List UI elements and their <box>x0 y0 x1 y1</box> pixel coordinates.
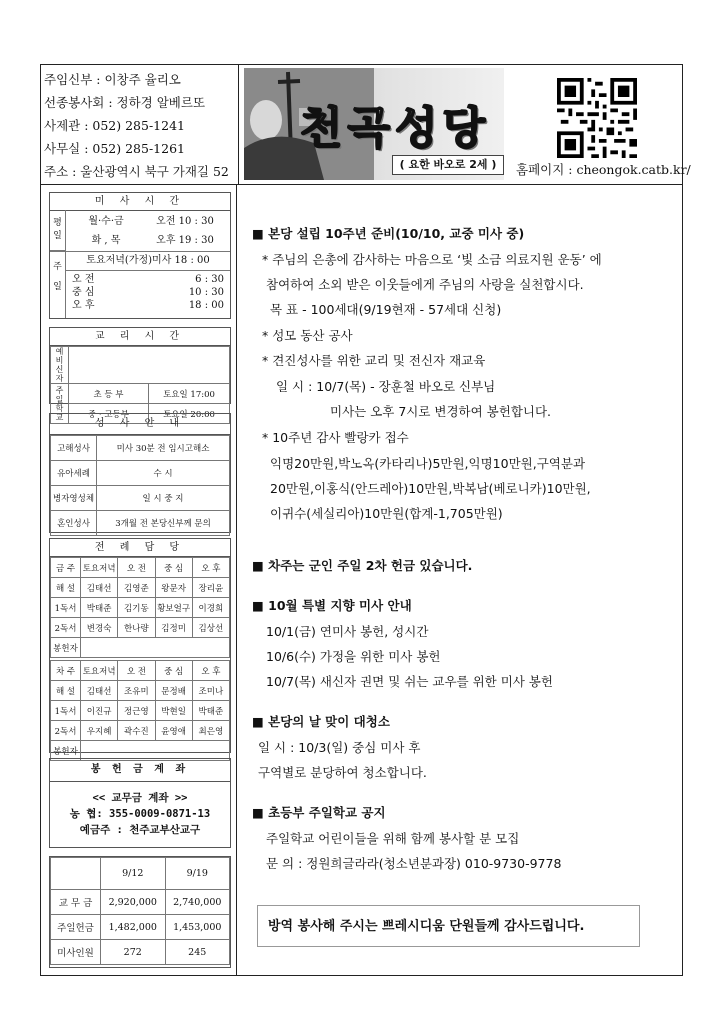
sunday-mass-list <box>72 273 228 312</box>
secondary-label: 중 · 고등부 <box>69 404 149 424</box>
liturgy-cell: 조유미 <box>118 681 155 701</box>
table-row <box>51 638 230 658</box>
offering-line-1: << 교무금 계좌 >> <box>92 792 188 804</box>
section-anniversary-title: ■ 본당 설립 10주년 준비(10/10, 교중 미사 중) <box>252 226 525 241</box>
anniversary-line-2: 참여하여 소외 받은 이웃들에게 주님의 사랑을 실천합시다. <box>266 277 584 292</box>
table-row <box>51 578 230 598</box>
stats-value: 245 <box>165 940 230 965</box>
section-military-sunday-title: ■ 차주는 군인 주일 2차 헌금 있습니다. <box>252 558 473 573</box>
special-mass-line-1: 10/1(금) 연미사 봉헌, 성시간 <box>266 624 429 639</box>
sunday-time-1: 6 : 30 <box>195 274 224 285</box>
offering-account-box <box>49 758 231 848</box>
section-special-mass-title: ■ 10월 특별 지향 미사 안내 <box>252 598 412 613</box>
weekday-row-2 <box>68 231 228 246</box>
weekday-time-1: 오전 10 : 30 <box>156 216 214 227</box>
liturgy-header-cell: 중 심 <box>155 661 192 681</box>
weekday-label: 평일 <box>50 210 66 251</box>
catechumen-label: 예 비 신 자 <box>51 347 69 384</box>
liturgy-cell-empty <box>81 638 230 658</box>
offering-line-2: 농 협: 355-0009-0871-13 <box>69 808 211 820</box>
anniversary-line-11: 이귀수(세실리아)10만원(합계-1,705만원) <box>270 506 503 521</box>
special-mass-line-2: 10/6(수) 가정을 위한 미사 봉헌 <box>266 649 441 664</box>
sacrament-label-4: 혼인성사 <box>51 511 97 536</box>
liturgy-header-cell: 중 심 <box>155 558 192 578</box>
anniversary-line-7: 미사는 오후 7시로 변경하여 봉헌합니다. <box>330 404 552 419</box>
liturgy-cell: 이경희 <box>192 598 229 618</box>
liturgy-cell: 이진규 <box>81 701 118 721</box>
mass-time-title: 미 사 시 간 <box>50 193 230 211</box>
liturgy-cell: 김상선 <box>192 618 229 638</box>
anniversary-line-5: * 견진성사를 위한 교리 및 전신자 재교육 <box>262 353 486 368</box>
thanks-note-box: 방역 봉사해 주시는 쁘레시디움 단원들께 감사드립니다. <box>257 905 640 947</box>
cleaning-line-1: 일 시 : 10/3(일) 중심 미사 후 <box>258 740 421 755</box>
special-mass-line-3: 10/7(목) 새신자 권면 및 쉬는 교우를 위한 미사 봉헌 <box>266 674 553 689</box>
offering-line-3: 예금주 : 천주교부산교구 <box>79 824 201 836</box>
liturgy-cell: 1독서 <box>51 598 81 618</box>
liturgy-cell: 최은영 <box>192 721 229 741</box>
stats-value: 2,920,000 <box>101 890 166 915</box>
liturgy-header-cell: 토요저녁 <box>81 661 118 681</box>
liturgy-cell: 1독서 <box>51 701 81 721</box>
column-divider <box>236 184 237 976</box>
anniversary-line-8: * 10주년 감사 빨랑카 접수 <box>262 430 409 445</box>
table-row <box>51 721 230 741</box>
header-divider <box>40 184 683 185</box>
stats-value: 1,482,000 <box>101 915 166 940</box>
liturgy-cell: 윤영애 <box>155 721 192 741</box>
liturgy-header-cell: 토요저녁 <box>81 558 118 578</box>
liturgy-cell: 김태선 <box>81 578 118 598</box>
sacrament-label-3: 병자영성체 <box>51 486 97 511</box>
anniversary-line-1: * 주님의 은총에 감사하는 마음으로 ‘빛 소금 의료지원 운동’ 에 <box>262 252 602 267</box>
liturgy-header-row <box>51 558 230 578</box>
homepage-link[interactable]: 홈페이지 : cheongok.catb.kr/ <box>516 162 691 177</box>
liturgy-cell: 2독서 <box>51 721 81 741</box>
sacrament-box <box>49 413 231 533</box>
anniversary-line-9: 익명20만원,박노옥(카타리나)5만원,익명10만원,구역분과 <box>270 456 586 471</box>
qr-code-icon[interactable] <box>557 78 637 158</box>
offering-title: 봉 헌 금 계 좌 <box>50 759 230 782</box>
secondary-time: 토요일 20:00 <box>149 404 230 424</box>
liturgy-cell: 박태준 <box>192 701 229 721</box>
liturgy-cell: 김태선 <box>81 681 118 701</box>
liturgy-cell: 박현일 <box>155 701 192 721</box>
stats-date-1: 9/12 <box>101 858 166 890</box>
header-info <box>44 68 234 184</box>
sunday-school-line-1: 주일학교 어린이들을 위해 함께 봉사할 분 모집 <box>266 831 520 846</box>
mass-time-box <box>49 192 231 319</box>
liturgy-cell: 정근영 <box>118 701 155 721</box>
liturgy-cell: 김기동 <box>118 598 155 618</box>
liturgy-header-cell: 차 주 <box>51 661 81 681</box>
liturgy-cell: 장리윤 <box>192 578 229 598</box>
liturgy-cell: 김정미 <box>155 618 192 638</box>
stats-value: 2,740,000 <box>165 890 230 915</box>
sunday-label-2: 중 심 <box>72 287 95 298</box>
liturgy-cell: 2독서 <box>51 618 81 638</box>
church-subtitle: ( 요한 바오로 2세 ) <box>392 155 504 175</box>
sacrament-value-2: 수 시 <box>97 461 230 486</box>
weekday-days-1: 월·수·금 <box>88 216 124 227</box>
stats-table <box>50 857 230 965</box>
weekend-label: 주일 <box>50 251 66 318</box>
sunday-label-1: 오 전 <box>72 274 95 285</box>
liturgy-cell: 변경숙 <box>81 618 118 638</box>
liturgy-cell: 박태준 <box>81 598 118 618</box>
stats-date-2: 9/19 <box>165 858 230 890</box>
sunday-label-3: 오 후 <box>72 300 95 311</box>
table-row <box>51 618 230 638</box>
stats-label-3: 미사인원 <box>51 940 101 965</box>
saturday-mass: 토요저녁(가정)미사 18 : 00 <box>66 251 230 271</box>
liturgy-cell: 한나량 <box>118 618 155 638</box>
liturgy-cell: 해 설 <box>51 578 81 598</box>
stats-value: 272 <box>101 940 166 965</box>
liturgy-header-cell: 금 주 <box>51 558 81 578</box>
section-cleaning-title: ■ 본당의 날 맞이 대청소 <box>252 714 390 729</box>
anniversary-line-10: 20만원,이홍식(안드레아)10만원,박복남(베로니카)10만원, <box>270 481 591 496</box>
liturgy-cell: 조미나 <box>192 681 229 701</box>
elementary-time: 토요일 17:00 <box>149 384 230 404</box>
stats-box <box>49 856 231 968</box>
stats-corner <box>51 858 101 890</box>
missionary-text: 선종봉사회 : 정하경 알베르또 <box>44 95 206 110</box>
sacrament-value-1: 미사 30분 전 임시고해소 <box>97 436 230 461</box>
liturgy-table-this-week <box>50 557 230 658</box>
header-info-divider <box>238 64 239 184</box>
liturgy-cell: 문정배 <box>155 681 192 701</box>
elementary-label: 초 등 부 <box>69 384 149 404</box>
weekday-row-1 <box>68 212 228 227</box>
catechumen-value <box>69 347 230 384</box>
liturgy-cell: 황보얼구 <box>155 598 192 618</box>
liturgy-cell: 봉헌자 <box>51 741 81 761</box>
liturgy-cell: 우지혜 <box>81 721 118 741</box>
liturgy-cell: 봉헌자 <box>51 638 81 658</box>
liturgy-box <box>49 538 231 757</box>
liturgy-title: 전 례 담 당 <box>50 539 230 557</box>
sacrament-label-1: 고해성사 <box>51 436 97 461</box>
liturgy-cell: 해 설 <box>51 681 81 701</box>
table-row <box>51 681 230 701</box>
catechism-title: 교 리 시 간 <box>50 328 230 346</box>
rectory-phone: 사제관 : 052) 285-1241 <box>44 118 185 133</box>
section-sunday-school-title: ■ 초등부 주일학교 공지 <box>252 805 386 820</box>
anniversary-line-3: 목 표 - 100세대(9/19현재 - 57세대 신청) <box>270 302 502 317</box>
sunday-time-3: 18 : 00 <box>188 300 224 311</box>
office-phone: 사무실 : 052) 285-1261 <box>44 141 185 156</box>
cleaning-line-2: 구역별로 분당하여 청소합니다. <box>258 765 427 780</box>
liturgy-header-cell: 오 후 <box>192 661 229 681</box>
liturgy-cell: 김영준 <box>118 578 155 598</box>
liturgy-header-cell: 오 전 <box>118 558 155 578</box>
liturgy-header-cell: 오 전 <box>118 661 155 681</box>
sunday-school-line-2: 문 의 : 정원희글라라(청소년분과장) 010-9730-9778 <box>266 856 562 871</box>
table-row <box>51 598 230 618</box>
sunday-school-label: 주 일 학 교 <box>51 384 69 424</box>
church-title: 천곡성당 <box>300 103 491 154</box>
sacrament-value-3: 일 시 중 지 <box>97 486 230 511</box>
sacrament-label-2: 유아세례 <box>51 461 97 486</box>
sacrament-title: 성 사 안 내 <box>50 414 230 435</box>
table-row <box>51 701 230 721</box>
sacrament-value-4: 3개월 전 본당신부께 문의 <box>97 511 230 536</box>
pastor-text: 주임신부 : 이창주 율리오 <box>44 72 181 87</box>
catechism-box <box>49 327 231 422</box>
liturgy-cell: 왕문자 <box>155 578 192 598</box>
anniversary-line-4: * 성모 동산 공사 <box>262 328 353 343</box>
liturgy-header-row <box>51 661 230 681</box>
liturgy-table-next-week <box>50 660 230 761</box>
offering-details <box>50 782 230 838</box>
weekday-time-2: 오후 19 : 30 <box>156 235 214 246</box>
anniversary-line-6: 일 시 : 10/7(목) - 장훈철 바오로 신부님 <box>276 379 496 394</box>
sacrament-table <box>50 435 230 536</box>
stats-value: 1,453,000 <box>165 915 230 940</box>
weekday-days-2: 화 , 목 <box>91 235 121 246</box>
liturgy-header-cell: 오 후 <box>192 558 229 578</box>
stats-label-1: 교 무 금 <box>51 890 101 915</box>
stats-label-2: 주일헌금 <box>51 915 101 940</box>
sunday-time-2: 10 : 30 <box>188 287 224 298</box>
address-text: 주소 : 울산광역시 북구 가재길 52 <box>44 164 229 179</box>
liturgy-cell: 곽수진 <box>118 721 155 741</box>
